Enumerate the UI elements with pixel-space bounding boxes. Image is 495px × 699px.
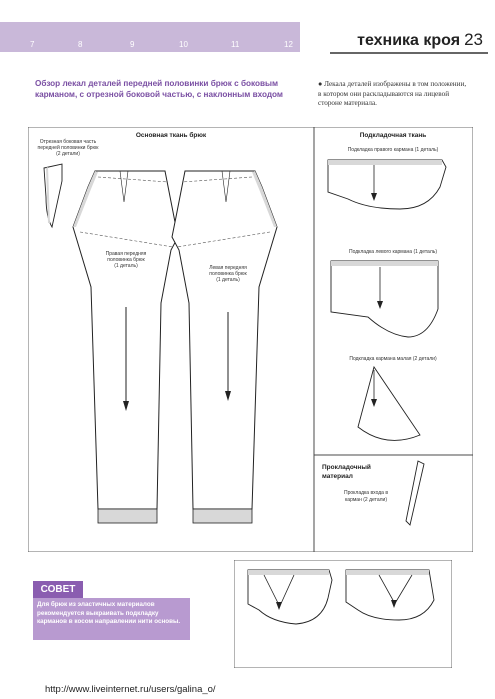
footer-url[interactable]: http://www.liveinternet.ru/users/galina_o/ xyxy=(45,684,216,695)
main-fabric-frame xyxy=(28,127,314,552)
bottom-pocket-left-band xyxy=(346,570,429,575)
header-divider xyxy=(330,52,488,54)
intro-note: ● Лекала деталей изображены в том положении, в котором они раскладываются на лицевой стороне материала. xyxy=(318,80,467,107)
ruler-number: 7 xyxy=(30,40,35,49)
ruler-number: 8 xyxy=(78,40,83,49)
left-leg-hem xyxy=(193,509,252,523)
small-pocket-lining-label: Подкладка кармана малая (2 детали) xyxy=(349,356,437,362)
bottom-pocket-diagrams xyxy=(234,560,452,668)
pattern-diagram xyxy=(28,127,473,552)
left-pocket-lining-band xyxy=(331,261,438,266)
side-piece-label: Отрезная боковая часть xyxy=(39,139,97,145)
interfacing-title-2: материал xyxy=(322,473,353,480)
page-title xyxy=(357,30,483,50)
tip-badge: СОВЕТ xyxy=(33,581,83,598)
right-front-label: Правая передняя xyxy=(105,251,147,257)
main-fabric-title: Основная ткань брюк xyxy=(135,132,207,139)
right-pocket-lining-label: Подкладка правого кармана (1 деталь) xyxy=(347,147,439,153)
left-front-label: половинка брюк xyxy=(209,271,247,277)
facing-label: Прокладка входа в xyxy=(344,490,388,496)
right-pocket-lining-shape xyxy=(328,160,446,209)
ruler-number: 10 xyxy=(179,40,188,49)
right-front-label: половинка брюк xyxy=(107,257,145,263)
facing-label: карман (2 детали) xyxy=(345,497,387,503)
ruler-number: 11 xyxy=(231,40,240,49)
ruler-strip xyxy=(0,22,300,52)
facing-strip-shape xyxy=(406,461,424,525)
right-pocket-lining-band xyxy=(328,160,442,165)
left-pocket-lining-shape xyxy=(331,261,438,337)
left-front-leg-shape xyxy=(172,171,277,509)
bottom-pocket-right-band xyxy=(248,570,329,575)
ruler-number: 12 xyxy=(284,40,293,49)
bottom-pocket-right-shape xyxy=(248,570,332,624)
tip-box xyxy=(33,581,190,651)
left-front-label: (1 деталь) xyxy=(216,277,240,283)
interfacing-title-1: Прокладочный xyxy=(322,464,371,471)
left-front-label: Левая передняя xyxy=(209,265,247,271)
ruler-number: 9 xyxy=(130,40,135,49)
right-front-label: (1 деталь) xyxy=(114,263,138,269)
section-title: техника кроя xyxy=(357,32,461,49)
lining-fabric-title: Подкладочная ткань xyxy=(359,132,427,139)
side-piece-label: (2 детали) xyxy=(56,151,80,157)
side-piece-label: передней половинки брюк xyxy=(37,145,99,151)
small-pocket-lining-shape xyxy=(358,367,420,440)
left-pocket-lining-label: Подкладка левого кармана (1 деталь) xyxy=(348,249,438,255)
tip-text: Для брюк из эластичных материалов рекомендуется выкраивать подкладку карманов в косом направлении нити основы. xyxy=(33,598,190,640)
intro-note-text: Лекала деталей изображены в том положении, в котором они раскладываются на лицевой стороне материала. xyxy=(318,80,467,107)
page-number: 23 xyxy=(464,30,483,49)
right-leg-hem xyxy=(98,509,157,523)
intro-heading: Обзор лекал деталей передней половинки брюк с боковым карманом, с отрезной боковой частью, с наклонным входом xyxy=(35,79,283,99)
